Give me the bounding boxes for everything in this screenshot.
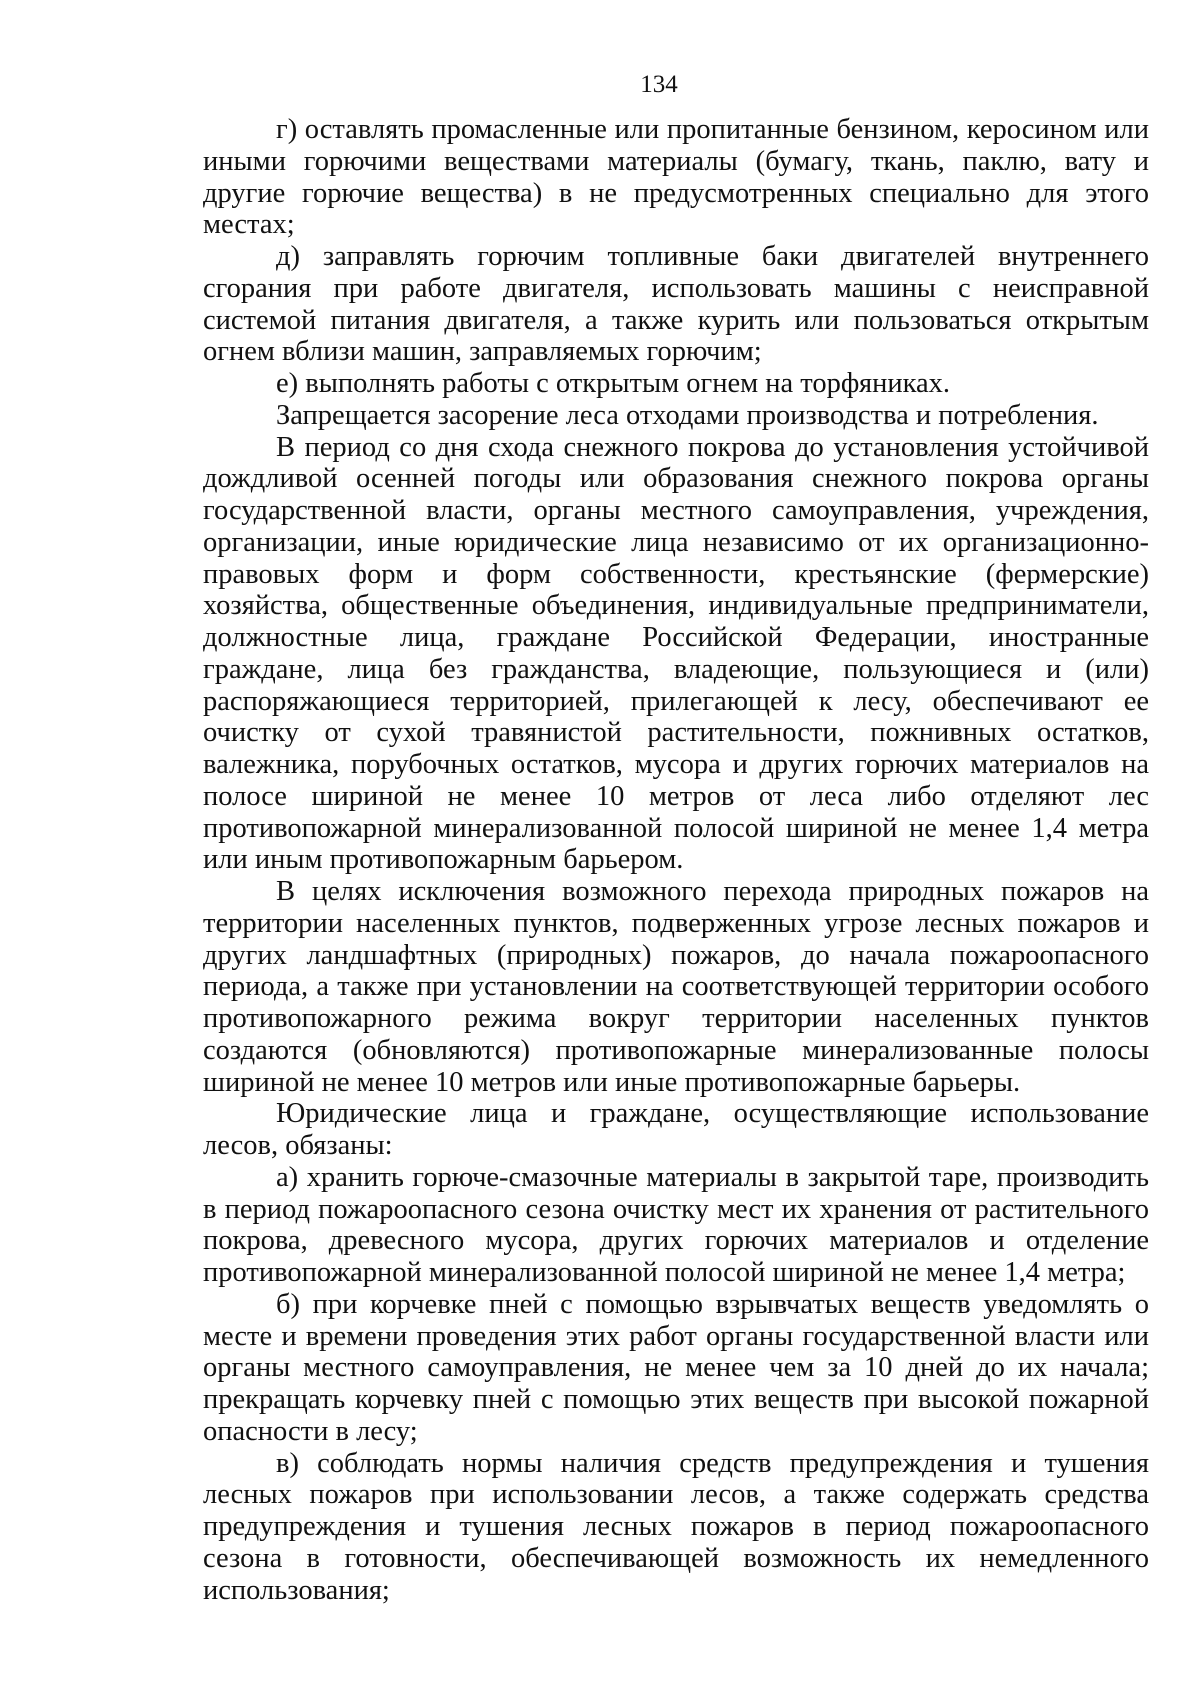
paragraph-item-g: г) оставлять промасленные или пропитанные бензином, керосином или иными горючими веществами материалы (бумагу, ткань, паклю, вату и другие горючие вещества) в не предусмотренных специально для этого местах; — [203, 114, 1149, 241]
paragraph-littering-prohibition: Запрещается засорение леса отходами производства и потребления. — [276, 399, 1099, 431]
paragraph-item-e: е) выполнять работы с открытым огнем на торфяниках. — [276, 368, 951, 399]
paragraph-item-v: в) соблюдать нормы наличия средств предупреждения и тушения лесных пожаров при использовании лесов, а также содержать средства предупреждения и тушения лесных пожаров в период пожароопасного сезона в готовности, обеспечивающей возможность их немедленного использования; — [203, 1447, 1149, 1606]
paragraph-snow-period-clearing: В период со дня схода снежного покрова до установления устойчивой дождливой осенней погоды или образования снежного покрова органы государственной власти, органы местного самоуправления, учреждения, организации, иные юридические лица независимо от их организационно-правовых форм и форм собственности, крестьянские (фермерские) хозяйства, общественные объединения, индивидуальные предприниматели, должностные лица, граждане Российской Федерации, иностранные граждане, лица без гражданства, владеющие, пользующиеся и (или) распоряжающиеся территорией, прилегающей к лесу, обеспечивают ее очистку от сухой травянистой растительности, пожнивных остатков, валежника, порубочных остатков, мусора и других горючих материалов на полосе шириной не менее 10 метров от леса либо отделяют лес противопожарной минерализованной полосой шириной не менее 1,4 метра или иным противопожарным барьером. — [203, 431, 1149, 876]
paragraph-item-d: д) заправлять горючим топливные баки двигателей внутреннего сгорания при работе двигателя, использовать машины с неисправной системой питания двигателя, а также курить или пользоваться открытым огнем вблизи машин, заправляемых горючим; — [203, 241, 1149, 368]
paragraph-obligations-intro: Юридические лица и граждане, осуществляющие использование лесов, обязаны: — [203, 1098, 1149, 1161]
page-number: 134 — [640, 71, 678, 98]
paragraph-item-b: б) при корчевке пней с помощью взрывчатых веществ уведомлять о месте и времени проведения этих работ органы государственной власти или органы местного самоуправления, не менее чем за 10 дней до их начала; прекращать корчевку пней с помощью этих веществ при высокой пожарной опасности в лесу; — [203, 1288, 1149, 1447]
document-body — [203, 114, 1149, 1606]
paragraph-settlement-barriers: В целях исключения возможного перехода природных пожаров на территории населенных пунктов, подверженных угрозе лесных пожаров и других ландшафтных (природных) пожаров, до начала пожароопасного периода, а также при установлении на соответствующей территории особого противопожарного режима вокруг территории населенных пунктов создаются (обновляются) противопожарные минерализованные полосы шириной не менее 10 метров или иные противопожарные барьеры. — [203, 876, 1149, 1098]
paragraph-item-a: а) хранить горюче-смазочные материалы в закрытой таре, производить в период пожароопасного сезона очистку мест их хранения от растительного покрова, древесного мусора, других горючих материалов и отделение противопожарной минерализованной полосой шириной не менее 1,4 метра; — [203, 1161, 1149, 1288]
